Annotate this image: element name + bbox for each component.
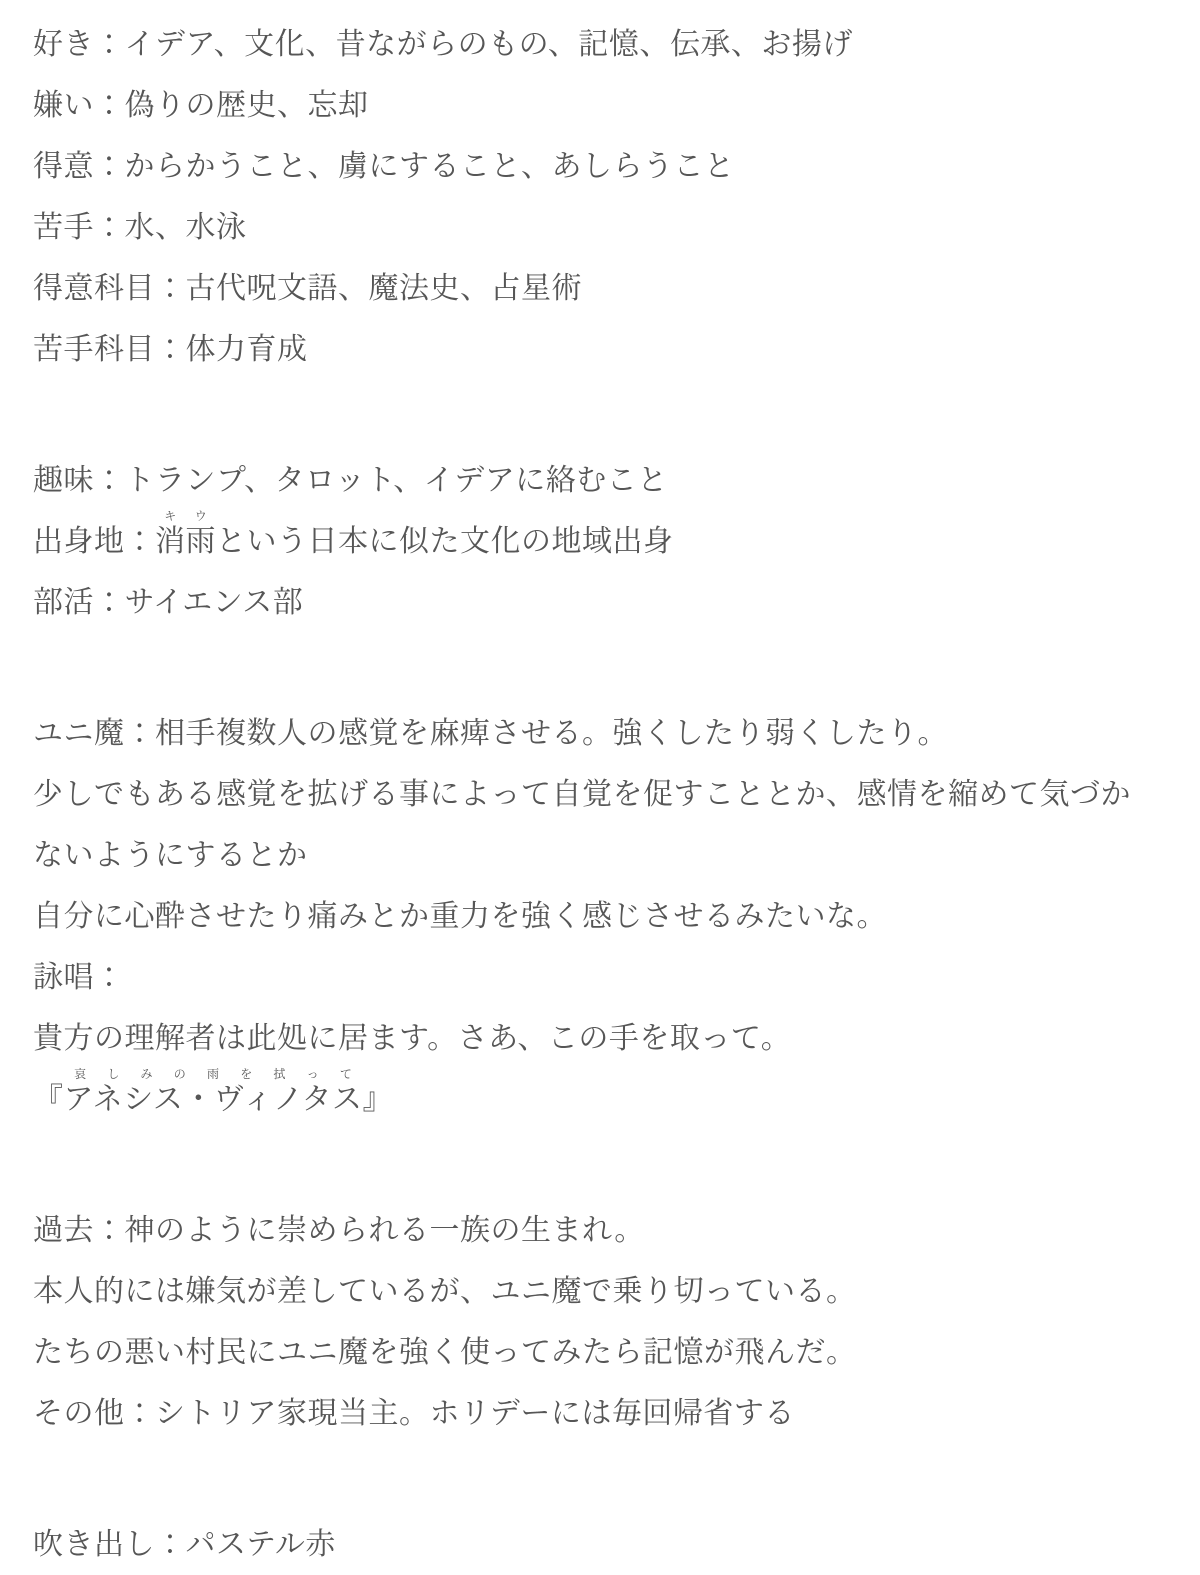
blank-line [33, 1444, 1180, 1514]
text-line: 詠唱： [33, 961, 125, 994]
blank-line [33, 633, 1180, 703]
furigana: 哀 し み の 雨 を 拭 っ て [74, 1067, 352, 1081]
text-line: 本人的には嫌気が差しているが、ユニ魔で乗り切っている。 [33, 1275, 857, 1308]
text-line: 吹き出し：パステル赤 [33, 1528, 336, 1561]
text-line: その他：シトリア家現当主。ホリデーには毎回帰省する [33, 1397, 795, 1430]
text-line: 得意：からかうこと、虜にすること、あしらうこと [33, 150, 735, 183]
ruby-base: キ ウ 消雨 [155, 509, 216, 558]
text-line: 自分に心酔させたり痛みとか重力を強く感じさせるみたいな。 [33, 900, 887, 933]
text-line: 出身地： キ ウ 消雨という日本に似た文化の地域出身 [33, 511, 1180, 572]
text-line: 苦手：水、水泳 [33, 211, 247, 244]
text-line: 過去：神のように崇められる一族の生まれ。 [33, 1214, 645, 1247]
ruby-base: 哀 し み の 雨 を 拭 っ て アネシス・ヴィノタス [63, 1067, 363, 1116]
text-line: 部活：サイエンス部 [33, 586, 304, 619]
text-line: 苦手科目：体力育成 [33, 333, 308, 366]
text-line: ないようにするとか [33, 839, 308, 872]
text-line: ユニ魔：相手複数人の感覚を麻痺させる。強くしたり弱くしたり。 [33, 717, 948, 750]
text-line: 得意科目：古代呪文語、魔法史、占星術 [33, 272, 582, 305]
text-line: 少しでもある感覚を拡げる事によって自覚を促すこととか、感情を縮めて気づか [33, 778, 1131, 811]
blank-line [33, 380, 1180, 450]
text-line: 嫌い：偽りの歴史、忘却 [33, 89, 369, 122]
text-line: 『 哀 し み の 雨 を 拭 っ て アネシス・ヴィノタス』 [33, 1069, 1180, 1130]
blank-line [33, 1130, 1180, 1200]
text-line: 好き：イデア、文化、昔ながらのもの、記憶、伝承、お揚げ [33, 28, 853, 61]
furigana: キ ウ [164, 509, 207, 523]
text-line: 貴方の理解者は此処に居ます。さあ、この手を取って。 [33, 1022, 792, 1055]
text-line: 趣味：トランプ、タロット、イデアに絡むこと [33, 464, 668, 497]
document-lines [33, 14, 1180, 1575]
text-line: たちの悪い村民にユニ魔を強く使ってみたら記憶が飛んだ。 [33, 1336, 857, 1369]
